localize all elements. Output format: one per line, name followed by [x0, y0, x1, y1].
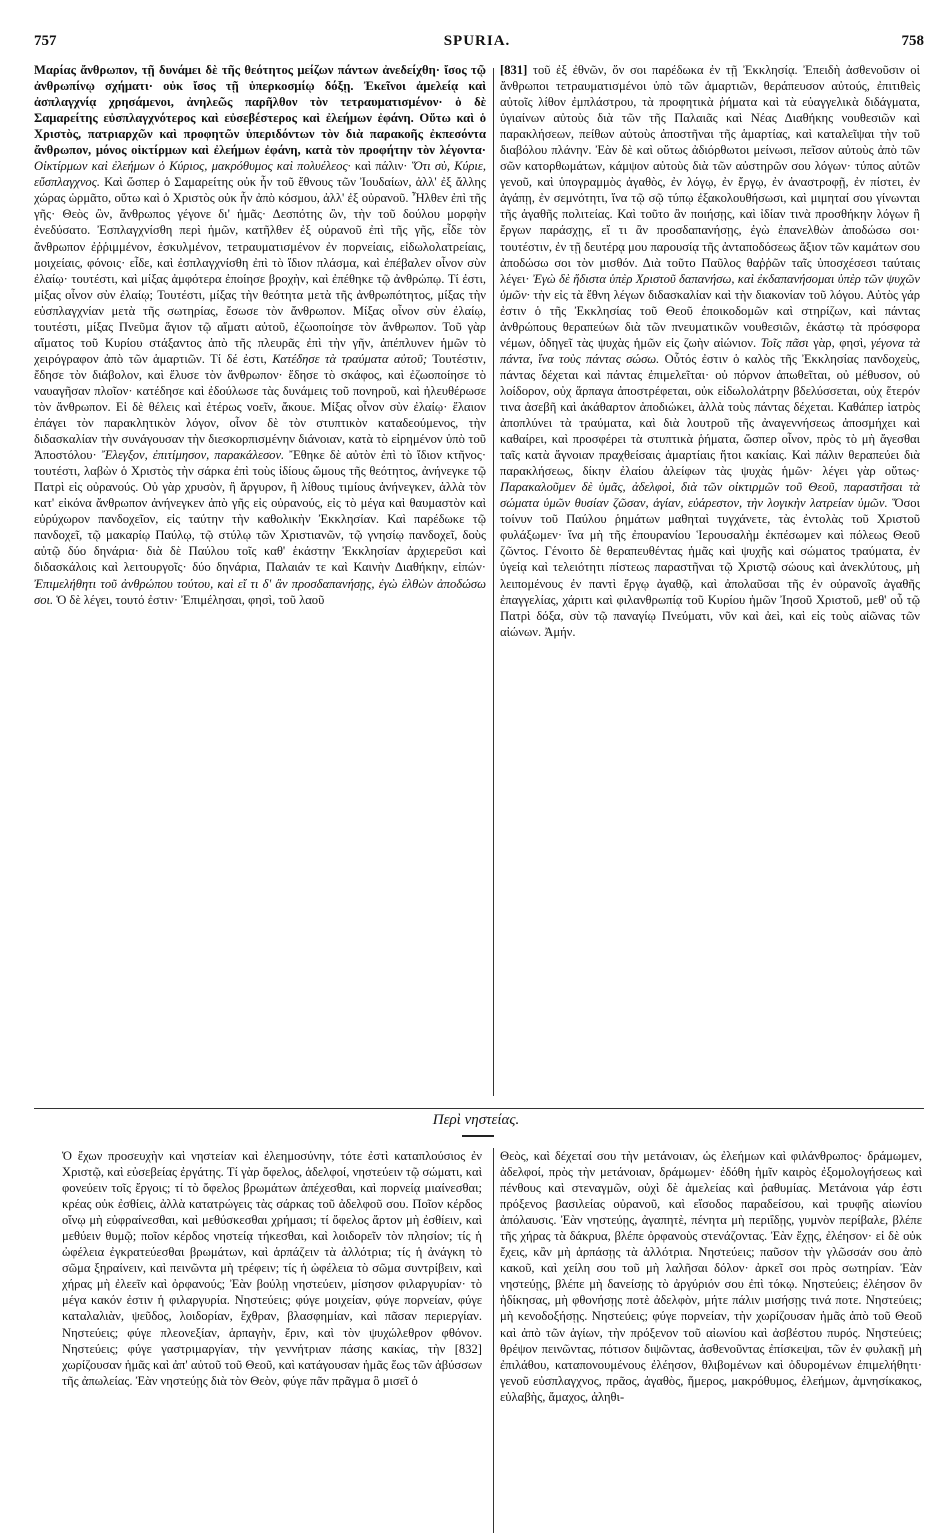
- text: Ὅσοι τοίνυν τοῦ Παύλου ῥημάτων μαθηταὶ τυγχάνετε, τὰς ἐντολὰς τοῦ Χριστοῦ φυλάξωμεν· ἵνα μὴ τῆς ἐπουρανίου Ἱερουσαλὴμ ἐκπέσωμεν καὶ πόλεως Θεοῦ ζῶντος. Γένοιτο δὲ θεραπευθέντας ἡμᾶς καὶ ψυχῆς καὶ σώματος τραύματα, ἐν ὑγείᾳ καὶ τελειότητι πίστεως παραστῆναι τῷ Χριστῷ σώους καὶ ἀνεκλύτους, μὴ λειπομένους ἐν παντὶ ἔργῳ ἀγαθῷ, καὶ ἀπολαῦσαι τῆς ἐν οὐρανοῖς ἀγαθῆς ἐπαγγελίας, χάριτι καὶ φιλανθρωπίᾳ τοῦ Κυρίου ἡμῶν Ἰησοῦ Χριστοῦ, μεθ' οὗ τῷ Πατρὶ δόξα, σὺν τῷ παναγίῳ Πνεύματι, νῦν καὶ ἀεὶ, καὶ εἰς τοὺς αἰῶνας τῶν αἰώνων. Ἀμήν.: [500, 496, 920, 639]
- column-divider-lower: [493, 1148, 494, 1533]
- migne-column-mark: [831]: [500, 63, 528, 77]
- quotation: γέγονα τὰ πάντα, ἵνα τοὺς πάντας σώσω.: [500, 335, 920, 366]
- quotation: Ὅτι σὺ, Κύριε, εὔσπλαγχνος.: [34, 159, 486, 190]
- text: Οὗτός ἐστιν ὁ καλὸς τῆς Ἐκκλησίας πανδοχεὺς, πάντας δέχεται καὶ πάντας ἐπιμελεῖται· οὐ πόρνον ἀπωθεῖται, οὐ μέθυσον, οὐ λοίδορον, οὐχ ἅρπαγα ἀποστρέφεται, οὐκ εἰδωλολάτρην βδελύσσεται, οὐχ ἕτερόν τινα ἀσεβῆ καὶ ἀκάθαρτον ἀποδιώκει, ἀλλὰ τοὺς πάντας δέχεται. Καθάπερ ἰατρὸς ἀποπλύνει τὰ τραύματα, καὶ διὰ λουτροῦ τῆς ἀναγεννήσεως ἀποσμήχει καὶ καθαίρει, καὶ προσφέρει τὰ στυπτικὰ ῥήματα, ὥσπερ οἶνον, πρὸς τὸ μὴ ἄγεσθαι ταῖς κατὰ ἄγνοιαν πραχθείσαις ἁμαρτίαις ἤτοι κακίαις. Καὶ πάλιν θεραπεύει διὰ παρακλήσεως, δίκην ἐλαίου ἀλείφων τὰς ψυχὰς ἡμῶν· λέγει γὰρ οὕτως·: [500, 351, 920, 479]
- column-left-lower: [62, 1148, 482, 1536]
- column-right-upper: [500, 62, 920, 1102]
- paragraph: [500, 62, 920, 640]
- running-header: [30, 33, 924, 55]
- column-right-lower: [500, 1148, 922, 1536]
- left-page-number: 757: [34, 33, 57, 49]
- column-left-upper: [34, 62, 486, 1102]
- quotation: Τοῖς πᾶσι: [760, 335, 809, 350]
- quotation: Ἐγὼ δὲ ἥδιστα ὑπὲρ Χριστοῦ δαπανήσω, καὶ ἐκδαπανήσομαι ὑπὲρ τῶν ψυχῶν ὑμῶν·: [500, 271, 920, 302]
- section-divider: [34, 1108, 924, 1109]
- text: τὴν εἰς τὰ ἔθνη λέγων διδασκαλίαν καὶ τὴν διακονίαν τοῦ λόγου. Αὐτὸς γάρ ἐστιν ὁ τῆς Ἐκκλησίας τοῦ Θεοῦ ἐποικοδομῶν καὶ στηρίζων, καὶ πάντας ἀνθρώπους θεραπεύων διὰ τῶν πνευματικῶν νουθεσιῶν, ἑκάστῳ τὰ πρόσφορα νέμων, ὁδηγεῖ τὰς ψυχὰς ἡμῶν εἰς ζωὴν αἰώνιον.: [500, 287, 920, 350]
- text: καὶ πάλιν·: [354, 159, 408, 174]
- title-rule: [462, 1135, 494, 1137]
- quotation: Οἰκτίρμων καὶ ἐλεήμων ὁ Κύριος, μακρόθυμος καὶ πολυέλεος·: [34, 159, 351, 174]
- text: Καὶ ὥσπερ ὁ Σαμαρείτης οὐκ ἦν τοῦ ἔθνους τῶν Ἰουδαίων, ἀλλ' ἐξ ἄλλης χώρας ὡρμᾶτο, οὕτω καὶ ὁ Χριστὸς οὐκ ἦν ἀπὸ κόσμου, ἀλλ' ἐξ οὐρανοῦ. Ἦλθεν ἐπὶ τῆς γῆς· Θεὸς ὢν, ἄνθρωπος γέγονε δι' ἡμᾶς· Δεσπότης ὢν, τὴν τοῦ δούλου μορφὴν ἐνεδύσατο. Ἐσπλαγχνίσθη περὶ ἡμῶν, κατῆλθεν ἐξ οὐρανοῦ ἐπὶ τῆς γῆς, εἶδε τὸν ἄνθρωπον ἐῤῥιμμένον, ἐσκυλμένον, τετραυματισμένον ἐν πορνείαις, εἰδωλολατρείαις, μοιχείαις, φόνοις· εἶδε, καὶ ἐσπλαγχνίσθη ἐπὶ τὸ ἴδιον πλάσμα, καὶ ἐπέβαλεν οἶνον σὺν ἐλαίῳ· τουτέστι, καὶ μίξας ἀμφότερα ἐποίησε βροχὴν, καὶ ἐπέθηκε τῷ ἀνθρώπῳ. Τί ἐστι, μίξας οἶνον σὺν ἐλαίῳ; Τουτέστι, μίξας τὴν θεότητα μετὰ τῆς ἀνθρωπότητος, μίξας τὴν εὐσπλαγχνίαν μετὰ τῆς σωτηρίας, ἔσωσε τὸν ἄνθρωπον. Μίξας οἶνον σὺν ἐλαίῳ, τουτέστι, μίξας Πνεῦμα ἅγιον τῷ αἵματι αὐτοῦ, ἐζωοποίησε τὸν ἄνθρωπον. Τοῦ γὰρ αἵματος τοῦ Κυρίου στάξαντος ἀπὸ τῆς πλευρᾶς ἐπὶ τὴν γῆν, ἀπέπλυνεν ἡμῶν τὸ χειρόγραφον ἀπὸ τῶν ἁμαρτιῶν. Τί δέ ἐστι,: [34, 175, 486, 366]
- paragraph: [62, 1148, 482, 1389]
- right-page-number: 758: [901, 33, 924, 49]
- text: Μαρίας ἄνθρωπον, τῇ δυνάμει δὲ τῆς θεότητος μείζων πάντων ἀνεδείχθη· ἴσος τῷ ἀνθρωπίνῳ σχήματι· οὐκ ἴσος τῇ ὑπερκοσμίῳ δόξῃ. Ἐκεῖνοι ἀμελείᾳ καὶ ἀσπλαγχνίᾳ χρησάμενοι, ἀνηλεῶς παρῆλθον τὸν τετραυματισμένον· ὁ δὲ Σαμαρείτης εὐσπλαγχνότερος καὶ εὐσεβέστερος καὶ ἐλεήμων ἐφάνη. Οὕτω καὶ ὁ Χριστὸς, πατριαρχῶν καὶ προφητῶν ὑπεριδόντων τὸν διὰ παρακοῆς ἐκπεσόντα ἄνθρωπον, μόνος οἰκτίρμων καὶ ἐλεήμων ἐφάνη, κατὰ τὸν προφήτην τὸν λέγοντα·: [34, 63, 486, 158]
- quotation: Ἐπιμελήθητι τοῦ ἀνθρώπου τούτου, καὶ εἴ τι δ' ἂν προσδαπανήσῃς, ἐγὼ ἐλθὼν ἀποδώσω σοι.: [34, 576, 486, 607]
- text: χωρίζουσαν ἡμᾶς καὶ ἀπ' αὐτοῦ τοῦ Θεοῦ, καὶ κατάγουσαν ἡμᾶς ἕως τῶν ἀβύσσων τῆς ἀπωλείας. Ἐὰν νηστεύῃς διὰ τὸν Θεὸν, φύγε πᾶν πρᾶγμα ὃ μισεῖ ὁ: [62, 1357, 482, 1388]
- quotation: Παρακαλοῦμεν δὲ ὑμᾶς, ἀδελφοὶ, διὰ τῶν οἰκτιρμῶν τοῦ Θεοῦ, παραστῆσαι τὰ σώματα ὑμῶν θυσίαν ζῶσαν, ἁγίαν, εὐάρεστον, τὴν λογικὴν λατρείαν ὑμῶν.: [500, 480, 920, 511]
- column-divider: [493, 68, 494, 1096]
- migne-column-mark: [832]: [454, 1341, 482, 1356]
- section-title: Περὶ νηστείας.: [432, 1112, 520, 1128]
- quotation: Ἔλεγξον, ἐπιτίμησον, παρακάλεσον.: [101, 448, 285, 463]
- quotation: Κατέδησε τὰ τραύματα αὐτοῦ;: [272, 351, 428, 366]
- text: Τουτέστιν, ἔδησε τὸν διάβολον, καὶ ἔλυσε τὸν ἄνθρωπον· ἔδησε τὸ σκάφος, καὶ ἐζωοποίησε τὸ ναυαγῆσαν πλοῖον· κατέδησε καὶ ἐδούλωσε τὰς δυνάμεις τοῦ πονηροῦ, καὶ ἠλευθέρωσε τὸν ἄνθρωπον. Εἰ δὲ θέλεις καὶ ἑτέρως νοεῖν, ἄκουε. Μίξας οἶνον σὺν ἐλαίῳ· ἔλαιον ἐπάγει τὸν παρακλητικὸν λόγον, οἶνον δὲ τὸν στυπτικὸν καταδεούμενος, τὴν διδασκαλίαν τὴν συνάγουσαν τὴν διεσκορπισμένην διάνοιαν, κατὰ τὸ εἰρημένον ὑπὸ τοῦ Ἀποστόλου·: [34, 351, 486, 463]
- paragraph: [34, 62, 486, 608]
- text: Ὁ δὲ λέγει, τουτό ἐστιν· Ἐπιμέλησαι, φησὶ, τοῦ λαοῦ: [56, 592, 325, 607]
- paragraph: [500, 1148, 922, 1405]
- text: Ὁ ἔχων προσευχὴν καὶ νηστείαν καὶ ἐλεημοσύνην, τότε ἐστὶ καταπλούσιος ἐν Χριστῷ, καὶ εὐσεβείας ἐργάτης. Τί γὰρ ὄφελος, ἀδελφοί, νηστεύειν τῷ σώματι, καὶ φονεύειν τοῖς ἔργοις; τί τὸ ὄφελος βρωμάτων ἀπέχεσθαι, καὶ πορνείᾳ μιαίνεσθαι; κρέας οὐκ ἐσθίεις, ἀλλὰ κατατρώγεις τὰς σάρκας τοῦ ἀδελφοῦ σου. Ποῖον κέρδος οἴνῳ μὴ εὐφραίνεσθαι, καὶ μεθύσκεσθαι χρήμασι; τί ὄφελος ἄρτον μὴ ἐσθίειν, καὶ μεθύειν θυμῷ; ποῖον κέρδος νηστείᾳ τήκεσθαι, καὶ λοιδορεῖν τὸν πλησίον; τίς ἡ ὠφέλεια ἐγκρατεύεσθαι βρωμάτων, καὶ ἁρπάζειν τὰ ἀλλότρια; τίς ἡ ἀνάγκη τὸ σῶμα ξηραίνειν, καὶ πεινῶντα μὴ τρέφειν; τίς ἡ ὠφέλεια τὸ σῶμα συντρίβειν, καὶ χήρας μὴ ἐλεεῖν καὶ ὀρφανούς; Ἐὰν βούλῃ νηστεύειν, μίσησον φιλαργυρίαν· τὸ μέγα κακόν ἐστιν ἡ φιλαργυρία. Νηστεύεις; φύγε μοιχείαν, φύγε πορνείαν, φύγε καταλαλιὰν, ψεῦδος, λοιδορίαν, ἔχθραν, βλασφημίαν, καὶ πᾶσαν περιεργίαν. Νηστεύεις; φύγε πλεονεξίαν, ἁρπαγὴν, ἔριν, καὶ τὸν ψυχώλεθρον φθόνον. Νηστεύεις; φύγε γαστριμαργίαν, τὴν γεννήτριαν πάσης κακίας, τὴν: [62, 1149, 482, 1356]
- text: Θεὸς, καὶ δέχεταί σου τὴν μετάνοιαν, ὡς ἐλεήμων καὶ φιλάνθρωπος· δράμωμεν, ἀδελφοί, πρὸς τὴν μετάνοιαν, δράμωμεν· ἐδόθη ἡμῖν καιρὸς ἐξομολογήσεως καὶ πένθους καὶ στεναγμῶν, οὐχὶ δὲ ἀμελείας καὶ ῥαθυμίας. Μετάνοια γάρ ἐστι πρόξενος βασιλείας οὐρανοῦ, καὶ εἴσοδος παραδείσου, καὶ τρυφῆς αἰωνίου ἀπόλαυσις. Ἐὰν νηστεύῃς, ἀγαπητὲ, πένητα μὴ περιΐδῃς, γυμνὸν περίβαλε, βλέπε τῆς χήρας τὰ δάκρυα, βλέπε ὀρφανοὺς στενάζοντας. Ἐὰν ἔχῃς, ἐλέησον· εἰ δὲ οὐκ ἔχεις, κἂν μὴ ἁρπάσῃς τὰ ἀλλότρια. Νηστεύεις; παῦσον τὴν γλῶσσάν σου ἀπὸ κακοῦ, καὶ χείλη σου τοῦ μὴ λαλῆσαι δόλον· ἀρκεῖ σοι πρὸς σωτηρίαν. Ἐὰν νηστεύῃς, βλέπε μὴ δανείσῃς τὸ ἀργύριόν σου ἐπὶ τόκῳ. Νηστεύεις; ἐλέησον ὃν ἠδίκησας, μὴ φθονήσῃς ποτὲ ἀδελφὸν, μήτε πάλιν μισήσῃς τινά ποτε. Νηστεύεις; μὴ κενοδοξήσῃς. Νηστεύεις; φύγε πορνείαν, τὴν χωρίζουσαν ἡμᾶς ἀπὸ τοῦ Θεοῦ καὶ ἀπὸ τῶν ἁγίων, τὴν πρόξενον τοῦ αἰωνίου καὶ ἀσβέστου πυρός. Νηστεύεις; θρέψον πεινῶντας, πότισον διψῶντας, ἀσθενοῦντας ἐπίσκεψαι, τῶν ἐν φυλακῇ μὴ ἐπιλάθου, καταπονουμένους ἐλέησον, θλιβομένων καὶ ὀδυρομένων ἐπιμελήθητι· γενοῦ εὐσπλαγχνος, πρᾶος, ἀγαθὸς, ἥμερος, μακρόθυμος, ἐλεήμων, ἀμνησίκακος, εὐλαβὴς, ἄμαχος, ἀληθι-: [500, 1149, 922, 1404]
- text: γὰρ, φησὶ,: [813, 335, 867, 350]
- text: Ἔθηκε δὲ αὐτὸν ἐπὶ τὸ ἴδιον κτῆνος· τουτέστι, λαβὼν ὁ Χριστὸς τὴν σάρκα ἐπὶ τοὺς ἰδίους ὤμους τῆς θεότητος, ἀνήνεγκε τῷ Πατρὶ εἰς οὐρανούς. Οὐ γὰρ χρυσὸν, ἢ ἄργυρον, ἢ λίθους τιμίους ἀνήνεγκεν, ἀλλὰ τὸν κατ' εἰκόνα ἄνθρωπον ἀνήνεγκεν ἀπὸ γῆς εἰς οὐρανούς, εἰς τὸ μέγα καὶ θαυμαστὸν καὶ εὐρύχωρον πανδοχεῖον, εἰς ταύτην τὴν καθολικὴν Ἐκκλησίαν. Καὶ παρέδωκε τῷ πανδοχεῖ, τῷ μακαρίῳ Παύλῳ, τῷ στύλῳ τῶν Χριστιανῶν, τῷ γνησίῳ πανδοχεῖ, δοὺς αὐτῷ δύο δηνάρια· διὰ δὲ Παύλου τοῖς καθ' ἑκάστην Ἐκκλησίαν ἀρχιερεῦσι καὶ διδασκάλοις καὶ λειτουργοῖς· δύο δηνάρια, Παλαιάν τε καὶ Καινὴν Διαθήκην, εἰπών·: [34, 448, 486, 575]
- running-title: SPURIA.: [443, 33, 511, 49]
- text: τοῦ ἐξ ἐθνῶν, ὅν σοι παρέδωκα ἐν τῇ Ἐκκλησίᾳ. Ἐπειδὴ ἀσθενοῦσιν οἱ ἄνθρωποι τετραυματισμένοι ὑπὸ τῶν ἁμαρτιῶν, θεράπευσον αὐτούς, ἐπιτιθεὶς αὐτοῖς λίθον ἐμπλάστρου, τὰ προφητικὰ ῥήματα καὶ τὰ εὐαγγελικὰ διδάγματα, ὑγιαίνων αὐτοὺς διὰ τῶν τῆς Παλαιᾶς καὶ Νέας Διαθήκης νουθεσιῶν καὶ παρακλήσεων, πείθων αὐτοὺς ἀποστῆναι τῆς ἁμαρτίας, καὶ καταλεῖψαι τὴν τοῦ διαβόλου πλάνην. Ἐὰν δὲ καὶ οὕτως ἀδιόρθωτοι μείνωσι, πεῖσον αὐτοὺς ἀπὸ τῶν σῶν κατορθωμάτων, κάμψον αὐτοὺς διὰ τῶν αὐστηρῶν σου λόγων· τύπος αὐτῶν γενοῦ, καὶ ὑπογραμμὸς ἀγαθὸς, ἐν λόγῳ, ἐν ἔργῳ, ἐν ἀναστροφῇ, ἐν πίστει, ἐν ἀγάπῃ, ἐν σεμνότητι, ἵνα τῷ σῷ τύπῳ ἐξακολουθήσωσι, καὶ μιμηταί σου γίνωνται τῆς ἀγαθῆς πολιτείας. Καὶ τοῦτο ἂν ποιήσῃς, καὶ ἰδίαν τινὰ προσθήκην λόγων ἢ ἔργων παράσχῃς, εἴ τι ἂν προσδαπανήσῃς, ἐγὼ ἐπανελθὼν ἀποδώσω σοι· τουτέστιν, ἐν τῇ δευτέρᾳ μου παρουσίᾳ τῆς ἀνταποδόσεως ἄξιον τῶν καμάτων σου ἀποδώσω σοι τὸν μισθόν. Διὰ τοῦτο Παῦλος θαῤῥῶν ταῖς ὑποσχέσεσι ταύταις λέγει·: [500, 63, 920, 286]
